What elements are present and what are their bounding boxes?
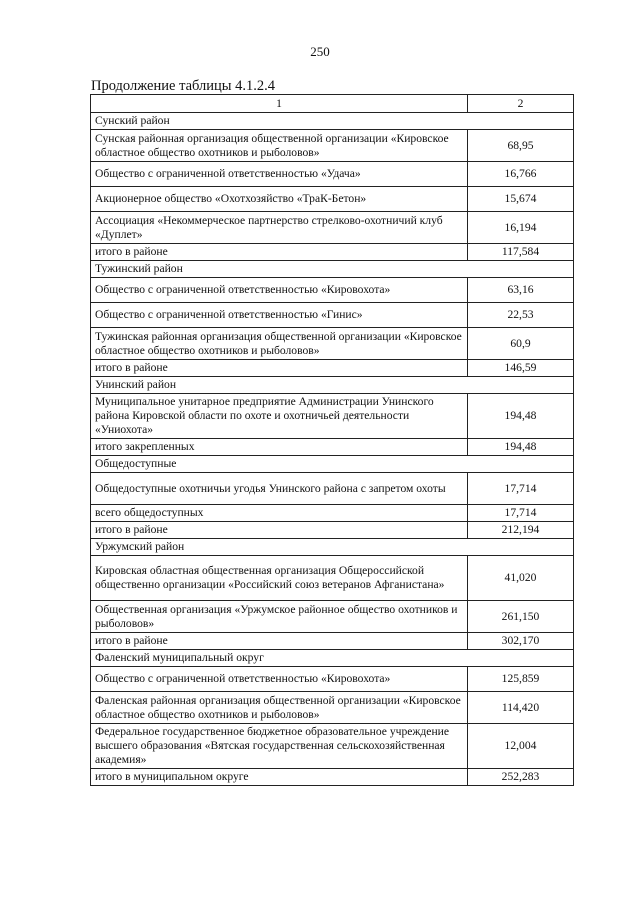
header-col-1: 1 [91, 95, 468, 113]
row-label: Акционерное общество «Охотхозяйство «ТраК-Бетон» [91, 187, 468, 212]
table-row [91, 244, 574, 261]
section-title: Сунский район [91, 113, 574, 130]
row-value: 68,95 [468, 130, 574, 162]
row-label: итого в районе [91, 633, 468, 650]
row-label: Фаленская районная организация общественной организации «Кировское областное общество охотников и рыболовов» [91, 692, 468, 724]
row-value: 261,150 [468, 601, 574, 633]
section-row [91, 456, 574, 473]
table-row [91, 162, 574, 187]
table-row [91, 724, 574, 769]
row-label: итого в районе [91, 244, 468, 261]
table-row [91, 556, 574, 601]
section-title: Тужинский район [91, 261, 574, 278]
row-value: 114,420 [468, 692, 574, 724]
table-row [91, 303, 574, 328]
row-value: 194,48 [468, 394, 574, 439]
table-row [91, 692, 574, 724]
table-row [91, 212, 574, 244]
row-label: Сунская районная организация общественной организации «Кировское областное общество охотников и рыболовов» [91, 130, 468, 162]
table-row [91, 394, 574, 439]
table-row [91, 278, 574, 303]
table-row [91, 522, 574, 539]
section-title: Общедоступные [91, 456, 574, 473]
section-row [91, 113, 574, 130]
table-row [91, 505, 574, 522]
section-row [91, 650, 574, 667]
row-label: Тужинская районная организация общественной организации «Кировское областное общество охотников и рыболовов» [91, 328, 468, 360]
row-value: 12,004 [468, 724, 574, 769]
table-row [91, 667, 574, 692]
row-value: 125,859 [468, 667, 574, 692]
row-label: Муниципальное унитарное предприятие Администрации Унинского района Кировской области по охоте и охотничьей деятельности «Униохота» [91, 394, 468, 439]
section-row [91, 261, 574, 278]
row-label: Общество с ограниченной ответственностью «Кировохота» [91, 667, 468, 692]
row-value: 63,16 [468, 278, 574, 303]
row-value: 22,53 [468, 303, 574, 328]
section-title: Фаленский муниципальный округ [91, 650, 574, 667]
header-col-2: 2 [468, 95, 574, 113]
table-row [91, 633, 574, 650]
section-title: Уржумский район [91, 539, 574, 556]
table-row [91, 328, 574, 360]
row-label: Кировская областная общественная организация Общероссийской общественно организации «Российский союз ветеранов Афганистана» [91, 556, 468, 601]
row-label: Общество с ограниченной ответственностью «Кировохота» [91, 278, 468, 303]
row-value: 15,674 [468, 187, 574, 212]
table-row [91, 187, 574, 212]
row-label: Общественная организация «Уржумское районное общество охотников и рыболовов» [91, 601, 468, 633]
table-caption: Продолжение таблицы 4.1.2.4 [91, 78, 276, 94]
table-row [91, 130, 574, 162]
row-value: 17,714 [468, 505, 574, 522]
table-row [91, 439, 574, 456]
row-value: 16,194 [468, 212, 574, 244]
row-label: итого в районе [91, 360, 468, 377]
row-value: 146,59 [468, 360, 574, 377]
row-value: 117,584 [468, 244, 574, 261]
section-row [91, 539, 574, 556]
row-label: Федеральное государственное бюджетное образовательное учреждение высшего образования «Вятская государственная сельскохозяйственная академия» [91, 724, 468, 769]
table-body [91, 95, 574, 786]
row-label: Общедоступные охотничьи угодья Унинского района с запретом охоты [91, 473, 468, 505]
row-value: 194,48 [468, 439, 574, 456]
row-label: всего общедоступных [91, 505, 468, 522]
page-number: 250 [310, 44, 330, 59]
row-value: 302,170 [468, 633, 574, 650]
table-row [91, 601, 574, 633]
table-row [91, 769, 574, 786]
table-row [91, 473, 574, 505]
row-label: Общество с ограниченной ответственностью «Удача» [91, 162, 468, 187]
row-value: 60,9 [468, 328, 574, 360]
row-label: Общество с ограниченной ответственностью «Гинис» [91, 303, 468, 328]
row-label: Ассоциация «Некоммерческое партнерство стрелково-охотничий клуб «Дуплет» [91, 212, 468, 244]
table-row [91, 360, 574, 377]
row-label: итого в муниципальном округе [91, 769, 468, 786]
section-title: Унинский район [91, 377, 574, 394]
row-label: итого в районе [91, 522, 468, 539]
data-table [90, 94, 574, 786]
table-header-row [91, 95, 574, 113]
section-row [91, 377, 574, 394]
row-value: 212,194 [468, 522, 574, 539]
row-value: 41,020 [468, 556, 574, 601]
row-value: 252,283 [468, 769, 574, 786]
row-value: 17,714 [468, 473, 574, 505]
row-label: итого закрепленных [91, 439, 468, 456]
row-value: 16,766 [468, 162, 574, 187]
